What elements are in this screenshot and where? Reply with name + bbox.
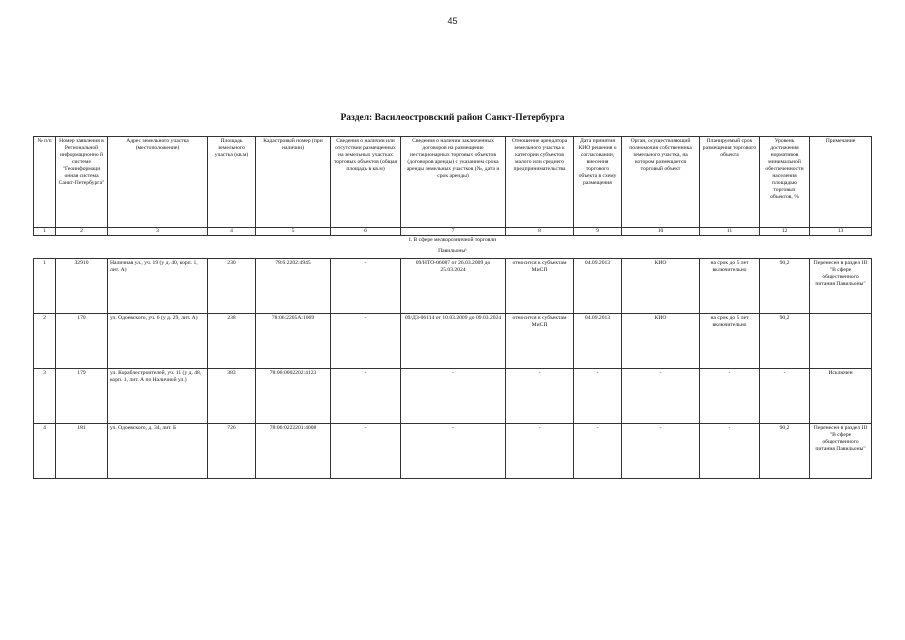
header-cell: Номер заявления в Региональной информационно й системе "Геоинформаци онная система Санкт-Петербурга" (56, 137, 108, 228)
page-number: 45 (447, 16, 458, 26)
land-address: ул. Кораблестроителей, уч. 11 (у д. 48, корп. 1, лит. А по Наличной ул.) (108, 369, 208, 424)
approval-date: - (574, 424, 622, 479)
row-number: 4 (34, 424, 56, 479)
header-cell: Адрес земельного участка (местоположение) (108, 137, 208, 228)
placement-term: - (700, 424, 760, 479)
owner-authority: КИО (622, 314, 700, 369)
column-number: 4 (208, 228, 256, 236)
owner-authority: - (622, 369, 700, 424)
application-number: 170 (56, 314, 108, 369)
table-row (34, 424, 872, 479)
tenant-category: - (506, 424, 574, 479)
provision-level: 90,2 (760, 314, 810, 369)
approval-date: 04.09.2013 (574, 259, 622, 314)
header-cell: Орган, осуществляющий полномочия собственника земельного участка, на котором размещается торговый объект (622, 137, 700, 228)
land-address: Наличная ул., уч. 19 (у д. 40, корп. 1, лит. А) (108, 259, 208, 314)
header-cell: Примечание (810, 137, 872, 228)
provision-level: 90,2 (760, 424, 810, 479)
column-number: 3 (108, 228, 208, 236)
column-number: 2 (56, 228, 108, 236)
registry-table (33, 136, 872, 479)
column-number: 1 (34, 228, 56, 236)
row-number: 1 (34, 259, 56, 314)
lease-contract: - (401, 424, 506, 479)
tenant-category: относится к субъектам МиСП (506, 259, 574, 314)
approval-date: 04.09.2013 (574, 314, 622, 369)
header-cell: Дата принятия КИО решения о согласовании, внесения торгового объекта в схему размещения (574, 137, 622, 228)
land-area: 383 (208, 369, 256, 424)
cadastral-number: 78:06:0002202:4123 (256, 369, 331, 424)
land-area: 230 (208, 259, 256, 314)
note: Исключен (810, 369, 872, 424)
table-row (34, 369, 872, 424)
owner-authority: - (622, 424, 700, 479)
placement-term: на срок до 5 лет включительно (700, 314, 760, 369)
table-row (34, 314, 872, 369)
table-row (34, 259, 872, 314)
note (810, 314, 872, 369)
provision-level: - (760, 369, 810, 424)
tenant-category: относится к субъектам МиСП (506, 314, 574, 369)
approval-date: - (574, 369, 622, 424)
column-number: 12 (760, 228, 810, 236)
row-number: 3 (34, 369, 56, 424)
note: Перенесен в раздел III "В сфере общественного питания Павильоны" (810, 259, 872, 314)
existing-objects: - (331, 314, 401, 369)
note: Перенесен в раздел III "В сфере общественного питания Павильоны" (810, 424, 872, 479)
placement-term: - (700, 369, 760, 424)
header-cell: Сведения о наличии заключенных договоров на размещение нестационарных торговых объектов (договоров аренды) с указанием срока аренды земельных участков (№, дата и срок аренды) (401, 137, 506, 228)
column-number: 10 (622, 228, 700, 236)
existing-objects: - (331, 259, 401, 314)
existing-objects: - (331, 424, 401, 479)
column-number-row (34, 228, 872, 236)
land-area: 726 (208, 424, 256, 479)
section-title: Раздел: Василеостровский район Санкт-Петербурга (340, 113, 565, 123)
subheading-trade-sphere: I. В сфере мелкорозничной торговли (408, 237, 497, 243)
lease-contract: 09/НТО-06087 от 26.03.2009 до 25.03.2024 (401, 259, 506, 314)
owner-authority: КИО (622, 259, 700, 314)
header-cell: Кадастровый номер (при наличии) (256, 137, 331, 228)
subheading-row (34, 236, 872, 248)
header-cell: Площадь земельного участка (кв.м) (208, 137, 256, 228)
header-cell: Отношение арендатора земельного участка к категории субъектов малого или среднего предпринимательства (506, 137, 574, 228)
lease-contract: - (401, 369, 506, 424)
column-number: 7 (401, 228, 506, 236)
tenant-category: - (506, 369, 574, 424)
land-area: 238 (208, 314, 256, 369)
application-number: 181 (56, 424, 108, 479)
header-cell: Сведения о наличии или отсутствии размещенных на земельных участках торговых объектов (общая площадь в кв.м) (331, 137, 401, 228)
column-number: 11 (700, 228, 760, 236)
header-cell: № п/п (34, 137, 56, 228)
land-address: ул. Одоевского, уч. 6 (у д. 29, лит. А) (108, 314, 208, 369)
application-number: 179 (56, 369, 108, 424)
header-cell: Уровень достижения нормативов минимальной обеспеченности населения площадью торговых объектов, % (760, 137, 810, 228)
lease-contract: 09/ДЗ-06114 от 10.03.2009 до 09.03.2024 (401, 314, 506, 369)
placement-term: на срок до 5 лет включительно (700, 259, 760, 314)
land-address: ул. Одоевского, д. 34, лит. Б (108, 424, 208, 479)
cadastral-number: 78:06:0222201:4008 (256, 424, 331, 479)
column-number: 5 (256, 228, 331, 236)
subheading-row (34, 247, 872, 259)
subheading-pavilions: Павильоны¹ (438, 248, 467, 254)
column-number: 9 (574, 228, 622, 236)
existing-objects: - (331, 369, 401, 424)
cadastral-number: 78:06:2205A:1069 (256, 314, 331, 369)
header-row (34, 137, 872, 228)
column-number: 8 (506, 228, 574, 236)
cadastral-number: 78:6:2202:4945 (256, 259, 331, 314)
row-number: 2 (34, 314, 56, 369)
header-cell: Планируемый срок размещения торгового объекта (700, 137, 760, 228)
provision-level: 90,2 (760, 259, 810, 314)
column-number: 6 (331, 228, 401, 236)
application-number: 32910 (56, 259, 108, 314)
column-number: 13 (810, 228, 872, 236)
